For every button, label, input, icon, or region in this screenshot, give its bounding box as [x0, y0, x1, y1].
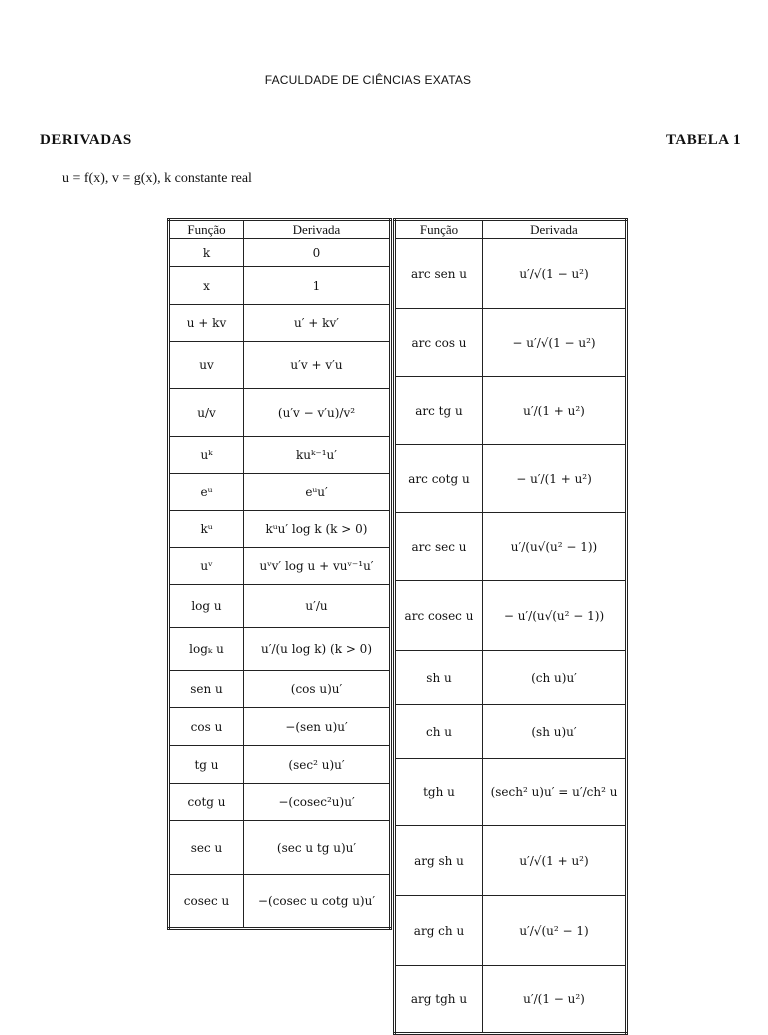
function-cell: uᵛ: [169, 548, 244, 585]
function-cell: logₖ u: [169, 628, 244, 671]
function-cell: log u: [169, 585, 244, 628]
function-cell: cotg u: [169, 784, 244, 821]
function-cell: uv: [169, 342, 244, 389]
table-row: [395, 513, 627, 581]
table-row: [395, 966, 627, 1034]
table-row: [395, 377, 627, 445]
function-cell: arc cosec u: [395, 581, 483, 651]
function-cell: sec u: [169, 821, 244, 875]
derivative-cell: eᵘu′: [244, 474, 391, 511]
derivative-cell: u′/(1 + u²): [483, 377, 627, 445]
function-cell: arg ch u: [395, 896, 483, 966]
function-cell: arg tgh u: [395, 966, 483, 1034]
faculty-header: FACULDADE DE CIÊNCIAS EXATAS: [264, 73, 472, 87]
derivative-cell: −(cosec²u)u′: [244, 784, 391, 821]
table-row: [169, 746, 391, 784]
derivative-cell: (u′v − v′u)/v²: [244, 389, 391, 437]
table-header-row: [169, 220, 391, 239]
derivative-cell: kᵘu′ log k (k > 0): [244, 511, 391, 548]
function-cell: x: [169, 267, 244, 305]
table-row: [169, 474, 391, 511]
function-cell: arc sen u: [395, 239, 483, 309]
derivative-cell: kuᵏ⁻¹u′: [244, 437, 391, 474]
derivative-cell: (sh u)u′: [483, 705, 627, 759]
function-cell: u/v: [169, 389, 244, 437]
table-row: [169, 511, 391, 548]
derivative-cell: 1: [244, 267, 391, 305]
derivative-cell: (sec u tg u)u′: [244, 821, 391, 875]
table-row: [169, 267, 391, 305]
column-header-derivative: Derivada: [244, 220, 391, 239]
derivative-cell: (ch u)u′: [483, 651, 627, 705]
table-row: [169, 342, 391, 389]
function-cell: sen u: [169, 671, 244, 708]
table-row: [169, 821, 391, 875]
table-row: [169, 875, 391, 929]
table-row: [169, 585, 391, 628]
table-row: [169, 784, 391, 821]
function-cell: tgh u: [395, 759, 483, 826]
derivative-cell: uᵛv′ log u + vuᵛ⁻¹u′: [244, 548, 391, 585]
table-row: [169, 437, 391, 474]
function-cell: tg u: [169, 746, 244, 784]
function-cell: arc sec u: [395, 513, 483, 581]
derivative-cell: − u′/√(1 − u²): [483, 309, 627, 377]
function-cell: u + kv: [169, 305, 244, 342]
page-title: DERIVADAS: [40, 132, 132, 148]
table-row: [169, 628, 391, 671]
table-row: [395, 896, 627, 966]
function-cell: eᵘ: [169, 474, 244, 511]
function-cell: cosec u: [169, 875, 244, 929]
table-label: TABELA 1: [666, 132, 741, 148]
table-row: [169, 671, 391, 708]
derivative-cell: u′/√(u² − 1): [483, 896, 627, 966]
derivative-cell: u′ + kv′: [244, 305, 391, 342]
table-row: [395, 309, 627, 377]
derivative-cell: u′v + v′u: [244, 342, 391, 389]
table-row: [395, 705, 627, 759]
derivative-cell: (sec² u)u′: [244, 746, 391, 784]
derivative-cell: u′/u: [244, 585, 391, 628]
table-row: [395, 759, 627, 826]
table-row: [395, 445, 627, 513]
table-row: [395, 581, 627, 651]
function-cell: k: [169, 239, 244, 267]
table-row: [395, 239, 627, 309]
function-cell: kᵘ: [169, 511, 244, 548]
derivatives-table-2: [393, 218, 628, 1035]
derivative-cell: (sech² u)u′ = u′/ch² u: [483, 759, 627, 826]
column-header-derivative: Derivada: [483, 220, 627, 239]
function-cell: cos u: [169, 708, 244, 746]
derivative-cell: −(sen u)u′: [244, 708, 391, 746]
column-header-function: Função: [169, 220, 244, 239]
function-cell: arc tg u: [395, 377, 483, 445]
derivative-cell: u′/(u√(u² − 1)): [483, 513, 627, 581]
function-cell: arg sh u: [395, 826, 483, 896]
table-row: [169, 305, 391, 342]
function-cell: ch u: [395, 705, 483, 759]
column-header-function: Função: [395, 220, 483, 239]
table-row: [169, 389, 391, 437]
derivative-cell: u′/(1 − u²): [483, 966, 627, 1034]
derivative-cell: (cos u)u′: [244, 671, 391, 708]
function-cell: arc cotg u: [395, 445, 483, 513]
table-header-row: [395, 220, 627, 239]
derivative-cell: u′/(u log k) (k > 0): [244, 628, 391, 671]
derivatives-table-1: [167, 218, 392, 930]
derivative-cell: − u′/(1 + u²): [483, 445, 627, 513]
table-row: [169, 548, 391, 585]
derivative-cell: −(cosec u cotg u)u′: [244, 875, 391, 929]
table-row: [395, 826, 627, 896]
table-row: [169, 708, 391, 746]
derivative-cell: u′/√(1 + u²): [483, 826, 627, 896]
variable-definitions: u = f(x), v = g(x), k constante real: [62, 171, 252, 186]
derivative-cell: 0: [244, 239, 391, 267]
table-row: [395, 651, 627, 705]
derivative-cell: − u′/(u√(u² − 1)): [483, 581, 627, 651]
derivative-cell: u′/√(1 − u²): [483, 239, 627, 309]
table-row: [169, 239, 391, 267]
function-cell: arc cos u: [395, 309, 483, 377]
function-cell: uᵏ: [169, 437, 244, 474]
function-cell: sh u: [395, 651, 483, 705]
